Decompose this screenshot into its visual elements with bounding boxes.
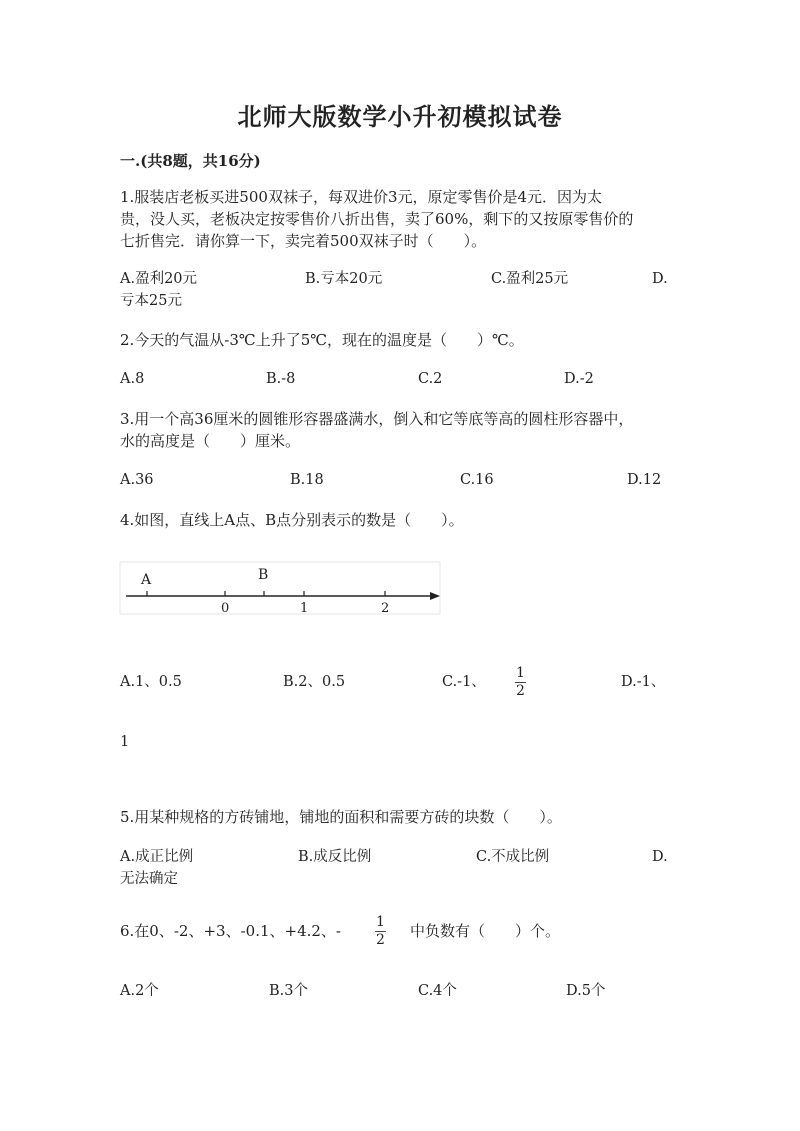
section-heading: 一.(共8题，共16分) xyxy=(120,152,261,170)
question-1-option-d-text: 亏本25元 xyxy=(120,293,182,309)
question-4-option-b[interactable]: B.2、0.5 xyxy=(283,674,346,690)
point-a-label: A xyxy=(141,572,152,588)
question-4-option-c-fraction xyxy=(515,666,526,699)
page-title: 北师大版数学小升初模拟试卷 xyxy=(237,102,563,131)
fraction-numerator: 1 xyxy=(376,914,385,930)
question-5-option-d[interactable]: D. xyxy=(652,849,668,865)
question-5-option-d-text: 无法确定 xyxy=(120,871,178,887)
question-3-line-2: 水的高度是（ ）厘米。 xyxy=(120,432,301,450)
question-4-option-c[interactable]: C.-1、 xyxy=(442,674,486,690)
fraction-denominator: 2 xyxy=(516,683,525,699)
question-3-line-1: 3.用一个高36厘米的圆锥形容器盛满水，倒入和它等底等高的圆柱形容器中， xyxy=(120,410,634,428)
question-3-option-a[interactable]: A.36 xyxy=(120,472,154,488)
question-1-line-1: 1.服装店老板买进500双袜子，每双进价3元，原定零售价是4元．因为太 xyxy=(120,188,603,206)
question-6-option-a[interactable]: A.2个 xyxy=(120,983,159,999)
point-b-label: B xyxy=(258,567,269,583)
question-3-option-d[interactable]: D.12 xyxy=(627,472,662,488)
question-2-option-a[interactable]: A.8 xyxy=(120,371,145,387)
question-2-option-b[interactable]: B.-8 xyxy=(266,371,296,387)
tick-label-2: 2 xyxy=(381,601,390,616)
fraction-denominator: 2 xyxy=(376,932,385,948)
number-line-arrow xyxy=(430,592,440,600)
question-6-option-c[interactable]: C.4个 xyxy=(418,983,457,999)
number-line-figure xyxy=(118,560,448,616)
question-1-line-2: 贵，没人买，老板决定按零售价八折出售，卖了60%，剩下的又按原零售价的 xyxy=(120,210,634,228)
question-1-option-c[interactable]: C.盈利25元 xyxy=(491,271,569,287)
question-5-option-c[interactable]: C.不成比例 xyxy=(476,849,550,865)
question-3-option-b[interactable]: B.18 xyxy=(290,472,324,488)
question-4-option-d[interactable]: D.-1、 xyxy=(621,674,666,690)
question-4-option-d-text: 1 xyxy=(120,734,130,750)
question-5-text: 5.用某种规格的方砖铺地，铺地的面积和需要方砖的块数（ ）。 xyxy=(120,808,562,826)
question-6-option-b[interactable]: B.3个 xyxy=(269,983,308,999)
question-4-text: 4.如图，直线上A点、B点分别表示的数是（ ）。 xyxy=(120,511,464,529)
question-3-option-c[interactable]: C.16 xyxy=(460,472,494,488)
question-4-option-a[interactable]: A.1、0.5 xyxy=(120,674,182,690)
question-1-option-a[interactable]: A.盈利20元 xyxy=(120,271,198,287)
question-6-text-after: 中负数有（ ）个。 xyxy=(410,922,561,940)
tick-label-1: 1 xyxy=(300,601,309,616)
figure-frame xyxy=(120,562,440,614)
question-6-fraction xyxy=(375,915,386,948)
fraction-numerator: 1 xyxy=(516,665,525,681)
tick-label-0: 0 xyxy=(221,601,230,616)
question-1-option-d[interactable]: D. xyxy=(652,271,668,287)
question-6-option-d[interactable]: D.5个 xyxy=(566,983,606,999)
question-1-option-b[interactable]: B.亏本20元 xyxy=(305,271,383,287)
question-6-text-before: 6.在0、-2、+3、-0.1、+4.2、- xyxy=(120,922,341,940)
question-2-text: 2.今天的气温从-3℃上升了5℃，现在的温度是（ ）℃。 xyxy=(120,331,524,349)
question-1-line-3: 七折售完．请你算一下，卖完着500双袜子时（ ）。 xyxy=(120,232,487,250)
question-5-option-b[interactable]: B.成反比例 xyxy=(298,849,372,865)
question-5-option-a[interactable]: A.成正比例 xyxy=(120,849,194,865)
question-2-option-d[interactable]: D.-2 xyxy=(564,371,594,387)
question-2-option-c[interactable]: C.2 xyxy=(418,371,443,387)
